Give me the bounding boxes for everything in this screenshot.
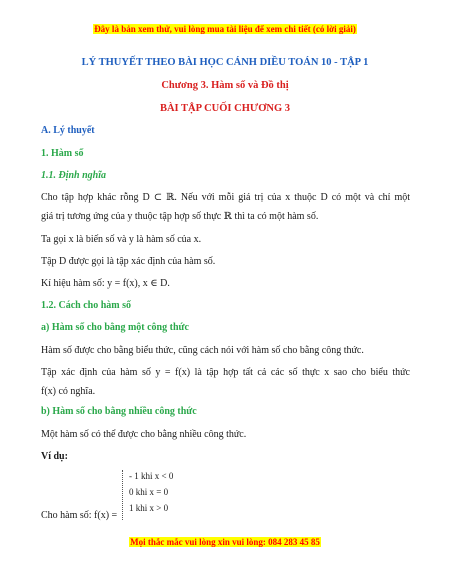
piecewise-case-2: 0 khi x = 0: [129, 487, 169, 497]
paragraph-a: Hàm số được cho bằng biểu thức, cũng cách nói với hàm số cho bằng công thức.: [41, 345, 364, 356]
heading-a: a) Hàm số cho bằng một công thức: [41, 322, 189, 333]
paragraph-domain: Tập D được gọi là tập xác định của hàm số.: [41, 256, 216, 267]
section-a-heading: A. Lý thuyết: [41, 125, 95, 136]
contact-banner: Mọi thắc mắc vui lòng xin vui lòng: 084 283 45 85: [130, 537, 320, 547]
heading-b: b) Hàm số cho bằng nhiều công thức: [41, 406, 197, 417]
piecewise-case-1: - 1 khi x < 0: [129, 471, 174, 481]
heading-1: 1. Hàm số: [41, 148, 84, 159]
preview-banner: Đây là bản xem thử, vui lòng mua tài liệu để xem chi tiết (có lời giải): [94, 24, 356, 34]
paragraph-notation: Kí hiệu hàm số: y = f(x), x ∈ D.: [41, 278, 170, 289]
definition-line-2: giá trị tương ứng của y thuộc tập hợp số thực ℝ thì ta có một hàm số.: [41, 211, 319, 222]
definition-line-1: Cho tập hợp khác rỗng D ⊂ ℝ. Nếu với mỗi giá trị của x thuộc D có một và chỉ một: [41, 192, 410, 203]
lesson-heading: BÀI TẬP CUỐI CHƯƠNG 3: [159, 103, 291, 114]
paragraph-set-line-1: Tập xác định của hàm số y = f(x) là tập hợp tất cả các số thực x sao cho biểu thức: [41, 367, 410, 378]
piecewise-case-3: 1 khi x > 0: [129, 503, 169, 513]
document-title: LÝ THUYẾT THEO BÀI HỌC CÁNH DIỀU TOÁN 10 - TẬP 1: [81, 57, 369, 68]
paragraph-set-line-2: f(x) có nghĩa.: [41, 386, 96, 397]
example-function-label: Cho hàm số: f(x) =: [41, 510, 118, 521]
heading-1-1: 1.1. Định nghĩa: [41, 170, 107, 181]
example-label: Ví dụ:: [41, 451, 68, 462]
paragraph-variables: Ta gọi x là biến số và y là hàm số của x.: [41, 234, 202, 245]
heading-1-2: 1.2. Cách cho hàm số: [41, 300, 132, 311]
chapter-heading: Chương 3. Hàm số và Đồ thị: [161, 80, 289, 91]
paragraph-b: Một hàm số có thể được cho bằng nhiều công thức.: [41, 429, 247, 440]
